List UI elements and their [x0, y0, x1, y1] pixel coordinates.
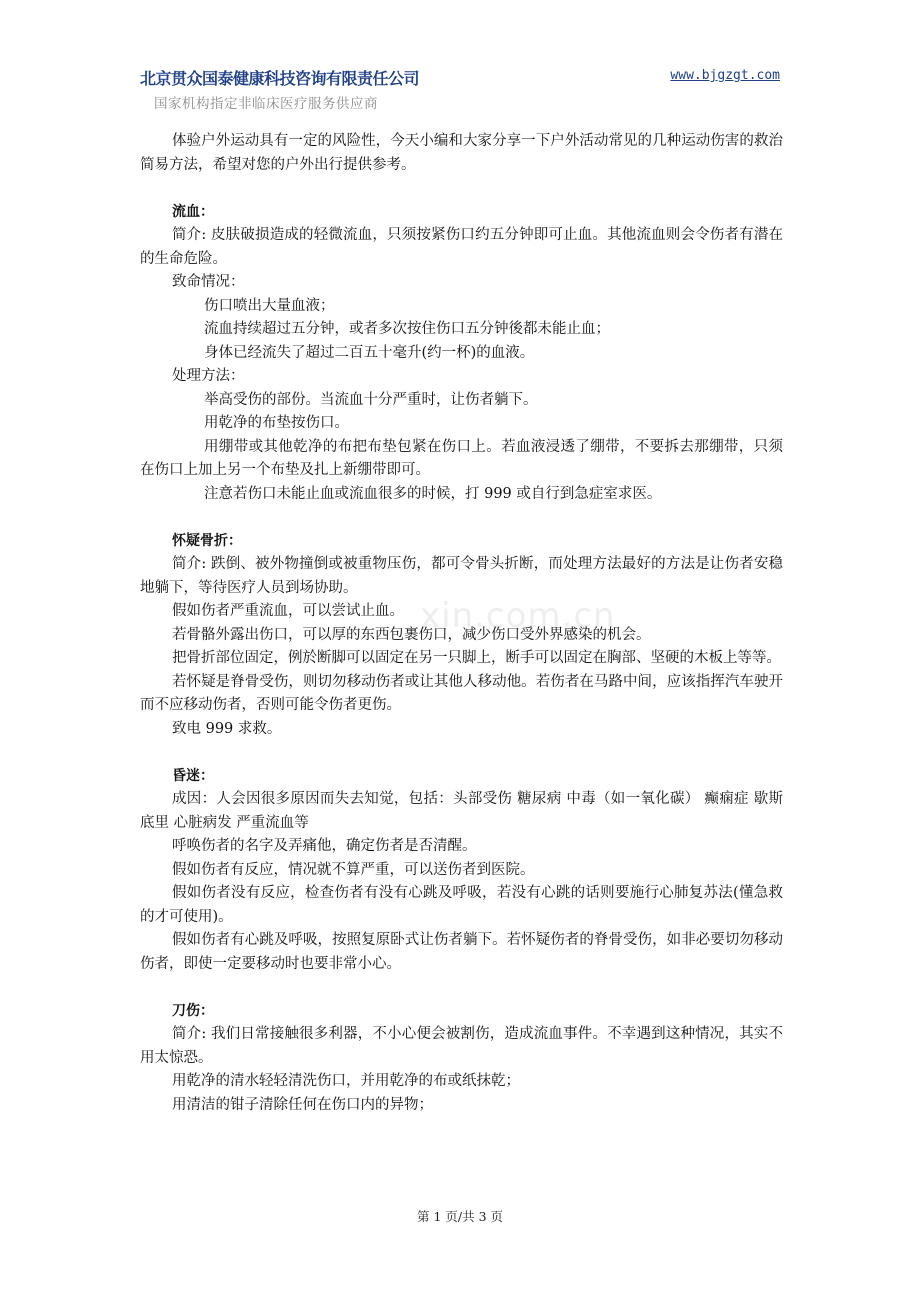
- list-item: 注意若伤口未能止血或流血很多的时候，打 999 或自行到急症室求医。: [204, 485, 662, 502]
- paragraph: 把骨折部位固定，例於断脚可以固定在另一只脚上，断手可以固定在胸部、坚硬的木板上等等。: [172, 650, 781, 666]
- watermark: xin.com.cn: [420, 596, 616, 636]
- subheading-danger: 致命情况：: [172, 274, 245, 290]
- paragraph: 用清洁的钳子清除任何在伤口内的异物；: [172, 1096, 433, 1113]
- list-item: 伤口喷出大量血液；: [204, 297, 335, 314]
- document-body: [140, 130, 783, 1117]
- paragraph: 呼唤伤者的名字及弄痛他，确定伤者是否清醒。: [172, 838, 477, 854]
- paragraph: 简介: 跌倒、被外物撞倒或被重物压伤，都可令骨头折断，而处理方法最好的方法是让伤者安稳地躺下，等待医疗人员到场协助。: [140, 556, 783, 596]
- intro-paragraph: 体验户外运动具有一定的风险性，今天小编和大家分享一下户外活动常见的几种运动伤害的救治简易方法，希望对您的户外出行提供参考。: [140, 133, 783, 173]
- page-number: 第 1 页/共 3 页: [416, 1209, 503, 1224]
- paragraph: 假如伤者没有反应，检查伤者有没有心跳及呼吸，若没有心跳的话则要施行心肺复苏法(懂急救的才可使用)。: [140, 885, 783, 925]
- section-title-coma: 昏迷：: [172, 767, 214, 784]
- list-item: 用绷带或其他乾净的布把布垫包紧在伤口上。若血液浸透了绷带，不要拆去那绷带，只须在伤口上加上另一个布垫及扎上新绷带即可。: [140, 438, 783, 478]
- list-item: 举高受伤的部份。当流血十分严重时，让伤者躺下。: [204, 391, 538, 408]
- list-item: 身体已经流失了超过二百五十毫升(约一杯)的血液。: [204, 344, 535, 361]
- paragraph: 若骨骼外露出伤口，可以厚的东西包裹伤口，减少伤口受外界感染的机会。: [172, 626, 651, 643]
- company-tagline: 国家机构指定非临床医疗服务供应商: [154, 96, 378, 112]
- paragraph: 若怀疑是脊骨受伤，则切勿移动伤者或让其他人移动他。若伤者在马路中间，应该指挥汽车驶开而不应移动伤者，否则可能令伤者更伤。: [140, 673, 783, 713]
- company-name: 北京贯众国泰健康科技咨询有限责任公司: [140, 69, 420, 88]
- paragraph: 用乾净的清水轻轻清洗伤口，并用乾净的布或纸抹乾；: [172, 1073, 520, 1089]
- subheading-method: 处理方法：: [172, 368, 245, 384]
- section-title-bleeding: 流血：: [172, 203, 214, 220]
- list-item: 用乾净的布垫按伤口。: [204, 415, 349, 431]
- section-title-fracture: 怀疑骨折：: [172, 532, 242, 549]
- paragraph: 假如伤者严重流血，可以尝试止血。: [172, 603, 404, 619]
- paragraph: 假如伤者有反应，情况就不算严重，可以送伤者到医院。: [172, 861, 535, 878]
- paragraph: 简介: 我们日常接触很多利器，不小心便会被割伤，造成流血事件。不幸遇到这种情况，其实不用太惊恐。: [140, 1026, 783, 1066]
- paragraph: 假如伤者有心跳及呼吸，按照复原卧式让伤者躺下。若怀疑伤者的脊骨受伤，如非必要切勿移动伤者，即使一定要移动时也要非常小心。: [140, 932, 783, 972]
- paragraph: 致电 999 求救。: [172, 720, 282, 737]
- website-link[interactable]: www.bjgzgt.com: [670, 68, 780, 83]
- paragraph: 成因：人会因很多原因而失去知觉，包括：头部受伤 糖尿病 中毒（如一氧化碳） 癫痫症 歇斯底里 心脏病发 严重流血等: [140, 791, 783, 831]
- list-item: 流血持续超过五分钟，或者多次按住伤口五分钟後都未能止血；: [204, 321, 610, 337]
- page-header: [140, 66, 780, 116]
- paragraph: 简介: 皮肤破损造成的轻微流血，只须按紧伤口约五分钟即可止血。其他流血则会令伤者有潜在的生命危险。: [140, 227, 783, 267]
- section-title-cut: 刀伤：: [172, 1002, 214, 1019]
